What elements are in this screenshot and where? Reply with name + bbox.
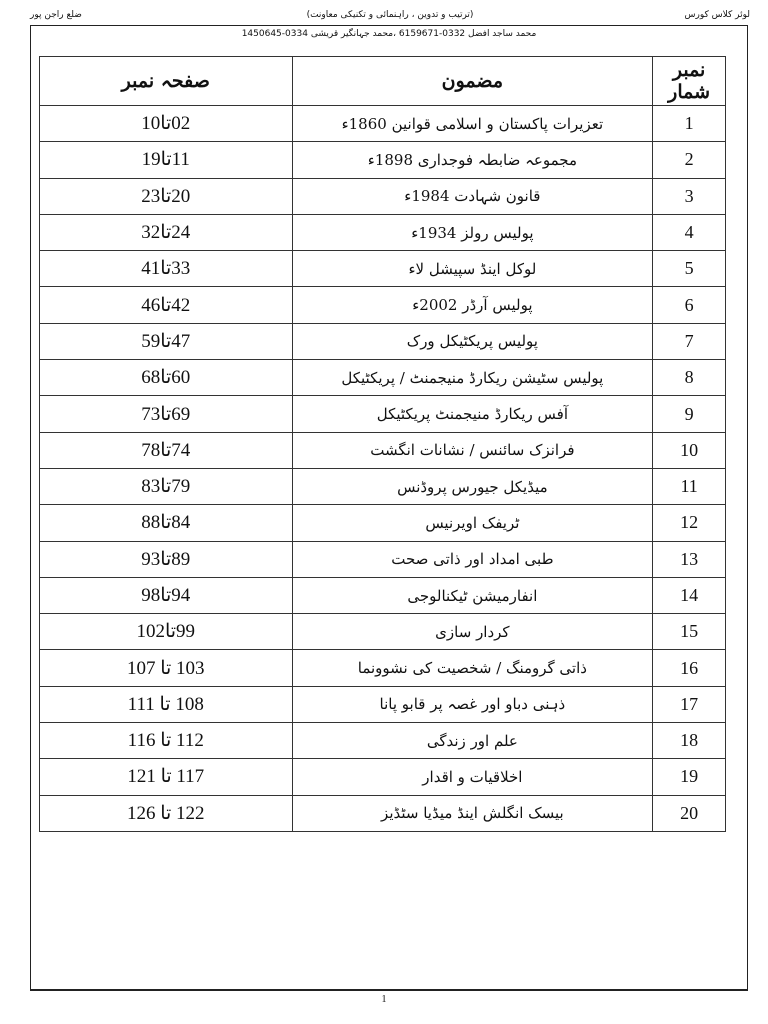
row-number: 15 [653,614,726,650]
row-topic: ذہنی دباو اور غصہ پر قابو پانا [292,686,653,722]
row-topic: طبی امداد اور ذاتی صحت [292,541,653,577]
row-topic: لوکل اینڈ سپیشل لاء [292,251,653,287]
table-row [40,468,726,504]
row-page-range: 47تا59 [40,323,293,359]
table-row [40,287,726,323]
table-row [40,614,726,650]
row-number: 6 [653,287,726,323]
row-page-range: 69تا73 [40,396,293,432]
row-topic: میڈیکل جیورس پروڈنس [292,468,653,504]
table-row [40,142,726,178]
row-page-range: 117 تا 121 [40,759,293,795]
compiler-credit: محمد ساجد افضل 0332-6159671 ،محمد جہانگیر قریشی 0334-1450645 [241,29,537,39]
row-number: 11 [653,468,726,504]
row-number: 19 [653,759,726,795]
row-topic: بیسک انگلش اینڈ میڈیا سٹڈیز [292,795,653,831]
course-title: لوئر کلاس کورس [684,10,750,20]
row-number: 1 [653,106,726,142]
header-topic: مضمون [292,57,653,106]
table-row [40,723,726,759]
table-row [40,178,726,214]
row-number: 16 [653,650,726,686]
row-topic: انفارمیشن ٹیکنالوجی [292,577,653,613]
row-number: 17 [653,686,726,722]
row-page-range: 112 تا 116 [40,723,293,759]
row-number: 7 [653,323,726,359]
table-row [40,686,726,722]
row-topic: کردار سازی [292,614,653,650]
row-page-range: 60تا68 [40,360,293,396]
page-number: 1 [381,994,387,1005]
contents-table [39,56,726,832]
row-page-range: 20تا23 [40,178,293,214]
table-row [40,541,726,577]
row-number: 5 [653,251,726,287]
row-page-range: 74تا78 [40,432,293,468]
table-row [40,106,726,142]
row-number: 9 [653,396,726,432]
row-topic: فرانزک سائنس / نشانات انگشت [292,432,653,468]
table-row [40,650,726,686]
row-page-range: 94تا98 [40,577,293,613]
row-topic: قانون شہادت 1984ء [292,178,653,214]
row-number: 2 [653,142,726,178]
row-page-range: 122 تا 126 [40,795,293,831]
district-name: ضلع راجن پور [30,10,82,20]
row-topic: ذاتی گرومنگ / شخصیت کی نشوونما [292,650,653,686]
table-row [40,396,726,432]
header-number: نمبر شمار [653,57,726,106]
row-page-range: 02تا10 [40,106,293,142]
table-header-row [40,57,726,106]
table-row [40,251,726,287]
row-topic: پولیس سٹیشن ریکارڈ منیجمنٹ / پریکٹیکل [292,360,653,396]
table-row [40,759,726,795]
row-topic: پولیس آرڈر 2002ء [292,287,653,323]
row-number: 12 [653,505,726,541]
compilation-note: (ترتیب و تدوین ، راہنمائی و تکنیکی معاونت) [306,10,474,20]
table-row [40,323,726,359]
table-row [40,795,726,831]
row-topic: پولیس پریکٹیکل ورک [292,323,653,359]
page-header [30,8,750,26]
table-row [40,360,726,396]
table-row [40,505,726,541]
row-number: 3 [653,178,726,214]
table-row [40,432,726,468]
contents-table-body [40,106,726,832]
page-frame [30,25,748,991]
row-number: 10 [653,432,726,468]
row-number: 20 [653,795,726,831]
row-topic: علم اور زندگی [292,723,653,759]
row-page-range: 79تا83 [40,468,293,504]
header-page: صفحہ نمبر [40,57,293,106]
row-page-range: 108 تا 111 [40,686,293,722]
row-number: 4 [653,214,726,250]
table-row [40,577,726,613]
row-page-range: 84تا88 [40,505,293,541]
row-number: 14 [653,577,726,613]
row-topic: ٹریفک اویرنیس [292,505,653,541]
row-topic: تعزیرات پاکستان و اسلامی قوانین 1860ء [292,106,653,142]
row-page-range: 89تا93 [40,541,293,577]
row-topic: اخلاقیات و اقدار [292,759,653,795]
row-page-range: 42تا46 [40,287,293,323]
row-topic: مجموعہ ضابطہ فوجداری 1898ء [292,142,653,178]
row-topic: پولیس رولز 1934ء [292,214,653,250]
row-page-range: 33تا41 [40,251,293,287]
row-page-range: 24تا32 [40,214,293,250]
row-page-range: 11تا19 [40,142,293,178]
row-page-range: 99تا102 [40,614,293,650]
row-number: 18 [653,723,726,759]
row-topic: آفس ریکارڈ منیجمنٹ پریکٹیکل [292,396,653,432]
row-page-range: 103 تا 107 [40,650,293,686]
table-row [40,214,726,250]
row-number: 13 [653,541,726,577]
row-number: 8 [653,360,726,396]
